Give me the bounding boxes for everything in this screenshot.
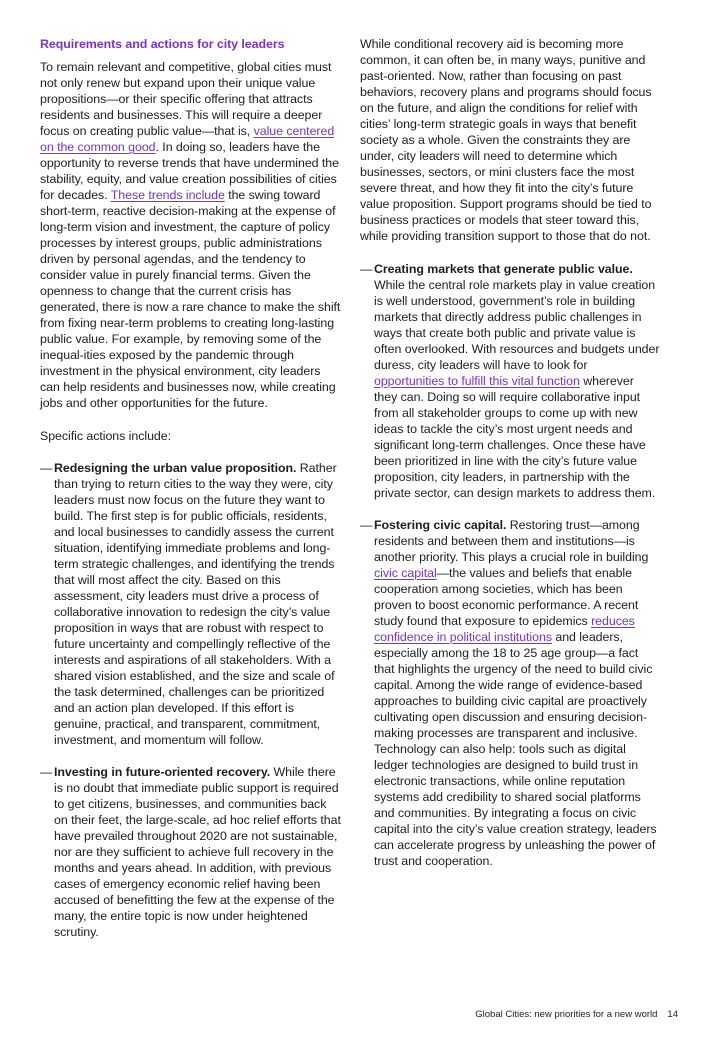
page-number: 14 (667, 1009, 678, 1020)
bullet-title: Investing in future-oriented recovery. (54, 765, 271, 779)
footer-title: Global Cities: new priorities for a new world (475, 1009, 658, 1020)
bullet-body-2: wherever they can. Doing so will require collaborative input from all stakeholder groups to come up with new ideas to tackle the city’s most urgent needs and significant long-term challenges. Once these have been prioritized in line with the city’s future value proposition, city leaders, in partnership with the private sector, can design markets to address them. (374, 374, 656, 500)
right-column (360, 36, 660, 885)
bullet-body: Rather than trying to return cities to the way they were, city leaders must now focus on the future they want to build. The first step is for public officials, residents, and local businesses to candidly assess the current situation, identifying immediate problems and long-term strategic challenges, and identifying the trends that will most affect the city. Based on this assessment, city leaders must drive a process of collaborative innovation to redesign the city’s value proposition in ways that are robust with respect to future uncertainty and compellingly reflective of the interests and aspirations of all stakeholders. With a shared vision established, and the size and scale of the task determined, challenges can be prioritized and an action plan developed. If this effort is genuine, practical, and transparent, commitment, investment, and momentum will follow. (54, 461, 337, 747)
bullet-creating-markets (360, 261, 660, 501)
link-value-common-good[interactable]: value centered on the common good (40, 124, 335, 154)
left-column (40, 36, 342, 956)
actions-intro: Specific actions include: (40, 429, 171, 443)
bullet-redesigning-value-proposition (40, 460, 342, 748)
page-footer (475, 1009, 678, 1021)
bullet-title: Redesigning the urban value proposition. (54, 461, 297, 475)
bullet-body-1: Restoring trust—among residents and between them and institutions—is another priority. This plays a crucial role in building (374, 518, 649, 564)
bullet-title: Creating markets that generate public value. (374, 262, 633, 276)
bullet-body-2: —the values and beliefs that enable cooperation among societies, which has been proven to boost economic performance. A recent study found that exposure to epidemics (374, 566, 639, 628)
bullet-body-1: While the central role markets play in value creation is well understood, government’s role in building markets that directly address public challenges in ways that create both public and private value is often overlooked. With resources and budgets under duress, city leaders will have to look for (374, 278, 660, 372)
link-these-trends[interactable]: These trends include (110, 188, 225, 202)
continuation-paragraph: While conditional recovery aid is becoming more common, it can often be, in many ways, punitive and past-oriented. Now, rather than focusing on past behaviors, recovery plans and programs should focus on the future, and align the conditions for relief with cities’ long-term strategic goals in ways that benefit society as a whole. Given the constraints they are under, city leaders will need to determine which businesses, sectors, or mini clusters face the most severe threat, and how they fit into the city’s future value proposition. Support programs should be tied to business practices or models that steer toward this, while providing transition support to those that do not. (360, 37, 652, 243)
bullet-future-oriented-recovery (40, 764, 342, 940)
bullet-body-3: and leaders, especially among the 18 to 25 age group—a fact that highlights the urgency of the need to build civic capital. Among the wide range of evidence-based approaches to building civic capital are proactively cultivating open discussion and ensuring decision-making processes are transparent and inclusive. Technology can also help: tools such as digital ledger technologies are designed to build trust in electronic transactions, while online reputation systems add credibility to shared social platforms and communities. By integrating a focus on civic capital into the city’s value creation strategy, leaders can accelerate progress by unleashing the power of trust and cooperation. (374, 630, 657, 868)
bullet-dash: — (360, 262, 373, 276)
intro-paragraph (40, 59, 342, 411)
bullet-body: While there is no doubt that immediate public support is required to get citizens, businesses, and communities back on their feet, the large-scale, ad hoc relief efforts that have prevailed throughout 2020 are not sustainable, nor are they sufficient to achieve full recovery in the months and years ahead. In addition, with previous cases of emergency economic relief having been accused of benefitting the few at the expense of the many, the entire topic is now under heightened scrutiny. (54, 765, 341, 939)
intro-text-3: the swing toward short-term, reactive decision-making at the expense of long-term vision and investment, the capture of policy processes by interest groups, public administrations driven by personal agendas, and the tendency to consider value in purely financial terms. Given the openness to change that the current crisis has generated, there is now a rare chance to make the shift from fixing near-term problems to creating long-lasting public value. For example, by removing some of the inequal-ities exposed by the pandemic through investment in the physical environment, city leaders can help residents and businesses now, while creating jobs and other opportunities for the future. (40, 188, 341, 410)
bullet-dash: — (40, 461, 53, 475)
section-heading: Requirements and actions for city leaders (40, 37, 285, 51)
link-reduces-confidence[interactable]: reduces confidence in political institutions (374, 614, 635, 644)
intro-text-1: To remain relevant and competitive, global cities must not only renew but expand upon their unique value propositions—or their specific offering that attracts residents and businesses. This will require a deeper focus on creating public value—that is, (40, 60, 332, 138)
intro-text-2: . In doing so, leaders have the opportunity to reverse trends that have undermined the stability, equity, and value creation possibilities of cities for decades. (40, 140, 339, 202)
link-civic-capital[interactable]: civic capital (374, 566, 437, 580)
bullet-title: Fostering civic capital. (374, 518, 507, 532)
bullet-fostering-civic-capital (360, 517, 660, 869)
bullet-dash: — (360, 518, 373, 532)
link-opportunities-vital-function[interactable]: opportunities to fulfill this vital function (374, 374, 580, 388)
bullet-dash: — (40, 765, 53, 779)
